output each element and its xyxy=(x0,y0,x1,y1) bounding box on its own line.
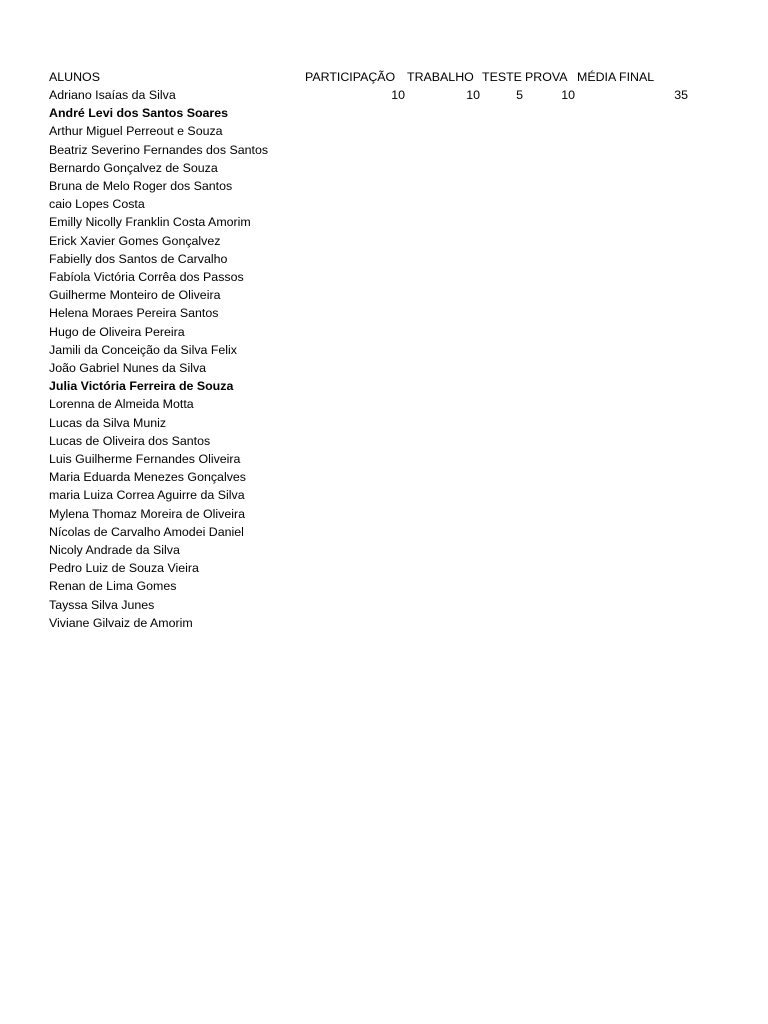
student-row xyxy=(0,232,768,250)
student-name: Erick Xavier Gomes Gonçalvez xyxy=(49,233,221,248)
student-row xyxy=(0,122,768,140)
student-row xyxy=(0,213,768,231)
student-row xyxy=(0,104,768,122)
student-name: João Gabriel Nunes da Silva xyxy=(49,361,207,375)
student-name: Emilly Nicolly Franklin Costa Amorim xyxy=(49,215,251,230)
student-name: caio Lopes Costa xyxy=(49,197,145,212)
student-row xyxy=(0,141,768,159)
student-name: Nícolas de Carvalho Amodei Daniel xyxy=(49,524,244,539)
student-row xyxy=(0,414,768,432)
student-row xyxy=(0,596,768,614)
student-row xyxy=(0,450,768,468)
student-row xyxy=(0,486,768,504)
student-row xyxy=(0,432,768,450)
header-teste: TESTE xyxy=(482,70,522,84)
student-name: Lorenna de Almeida Motta xyxy=(49,397,194,412)
student-name: Helena Moraes Pereira Santos xyxy=(49,306,219,321)
student-name: Adriano Isaías da Silva xyxy=(49,88,176,102)
student-row xyxy=(0,195,768,213)
student-name: Beatriz Severino Fernandes dos Santos xyxy=(49,142,269,157)
header-participacao: PARTICIPAÇÃO xyxy=(305,70,396,84)
header-prova: PROVA xyxy=(525,70,568,84)
score-prova: 10 xyxy=(561,88,575,102)
score-media-final: 35 xyxy=(674,88,688,102)
student-name: Jamili da Conceição da Silva Felix xyxy=(49,342,238,357)
student-row xyxy=(0,614,768,632)
student-name: Pedro Luiz de Souza Vieira xyxy=(49,561,199,576)
student-name: Lucas de Oliveira dos Santos xyxy=(49,433,211,448)
student-name: Tayssa Silva Junes xyxy=(49,597,155,612)
student-row xyxy=(0,359,768,377)
student-row xyxy=(0,505,768,523)
score-teste: 5 xyxy=(516,88,523,102)
student-name: Mylena Thomaz Moreira de Oliveira xyxy=(49,506,246,521)
student-name: Bruna de Melo Roger dos Santos xyxy=(49,179,233,193)
student-name: Fabielly dos Santos de Carvalho xyxy=(49,251,228,266)
student-row xyxy=(0,577,768,595)
header-media-final: MÉDIA FINAL xyxy=(577,70,655,84)
student-name: maria Luiza Correa Aguirre da Silva xyxy=(49,488,245,503)
score-trabalho: 10 xyxy=(466,88,480,102)
student-name: André Levi dos Santos Soares xyxy=(49,106,229,121)
header-trabalho: TRABALHO xyxy=(407,70,474,84)
header-row xyxy=(0,68,768,86)
student-row xyxy=(0,268,768,286)
student-name: Renan de Lima Gomes xyxy=(49,579,177,594)
student-row xyxy=(0,250,768,268)
header-alunos: ALUNOS xyxy=(49,70,100,84)
student-name: Fabíola Victória Corrêa dos Passos xyxy=(49,270,244,284)
student-row xyxy=(0,541,768,559)
student-name: Maria Eduarda Menezes Gonçalves xyxy=(49,470,246,485)
score-participacao: 10 xyxy=(391,88,405,102)
student-row xyxy=(0,377,768,395)
student-row xyxy=(0,159,768,177)
student-name: Guilherme Monteiro de Oliveira xyxy=(49,288,221,303)
student-row xyxy=(0,86,768,104)
student-name: Nicoly Andrade da Silva xyxy=(49,543,180,557)
student-row xyxy=(0,304,768,322)
student-row xyxy=(0,395,768,413)
student-name: Viviane Gilvaiz de Amorim xyxy=(49,615,193,630)
student-row xyxy=(0,177,768,195)
student-row xyxy=(0,468,768,486)
student-row xyxy=(0,323,768,341)
student-row xyxy=(0,286,768,304)
student-row xyxy=(0,341,768,359)
student-row xyxy=(0,559,768,577)
student-name: Arthur Miguel Perreout e Souza xyxy=(49,124,223,139)
student-name: Lucas da Silva Muniz xyxy=(49,415,167,430)
student-name: Hugo de Oliveira Pereira xyxy=(49,324,185,339)
student-name: Julia Victória Ferreira de Souza xyxy=(49,379,234,394)
student-name: Luis Guilherme Fernandes Oliveira xyxy=(49,452,241,466)
student-name: Bernardo Gonçalvez de Souza xyxy=(49,160,218,175)
student-row xyxy=(0,523,768,541)
